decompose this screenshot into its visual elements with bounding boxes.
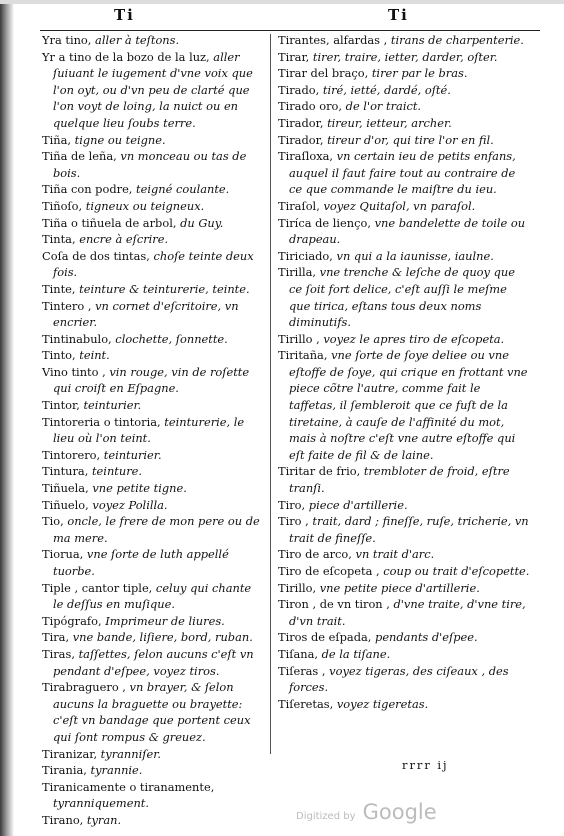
dictionary-entry <box>278 580 530 597</box>
dictionary-entry <box>42 580 264 613</box>
entry-headword: Tiros de eſpada, <box>278 630 372 645</box>
entry-definition: aller à teſtons. <box>91 33 180 47</box>
entry-headword: Tirado, <box>278 82 320 97</box>
entry-definition: tireur d'or, qui tire l'or en fil. <box>323 132 494 147</box>
entry-definition: tirer, traire, ietter, darder, oſter. <box>309 49 498 64</box>
page-top-edge <box>0 0 564 4</box>
dictionary-entry <box>278 513 530 546</box>
dictionary-entry <box>278 646 530 663</box>
entry-definition: de la tiſane. <box>318 646 391 661</box>
entry-definition: encre à eſcrire. <box>75 232 169 247</box>
dictionary-entry <box>42 497 264 514</box>
entry-definition: du Guy. <box>176 215 224 230</box>
entry-headword: Tiñuelo, <box>42 497 89 512</box>
dictionary-entry <box>278 49 530 66</box>
dictionary-entry <box>278 497 530 514</box>
entry-definition: tyran. <box>83 812 122 827</box>
dictionary-entry <box>42 331 264 348</box>
dictionary-entry <box>42 646 264 679</box>
entry-definition: aller ſuiuant le iugement d'vne voix que l'on oyt, ou d'vn peu de clarté que l'on voyt de loing, la nuict ou en quelque lieu ſoubs terre. <box>53 49 253 130</box>
entry-definition: voyez Quitaſol, vn paraſol. <box>319 198 476 213</box>
entry-definition: celuy qui chante le deſſus en muſique. <box>53 580 252 612</box>
dictionary-entry <box>42 779 264 812</box>
entry-headword: Tirar, <box>278 49 310 64</box>
entry-headword: Tiríca de lienço, <box>278 215 371 230</box>
dictionary-entry <box>278 32 530 49</box>
entry-definition: tiré, ietté, dardé, oſté. <box>319 82 451 97</box>
dictionary-entry <box>278 331 530 348</box>
column-divider <box>270 34 271 754</box>
dictionary-entry <box>42 364 264 397</box>
entry-headword: Tiro de arco, <box>278 547 352 562</box>
entry-definition: vne ſorte de ſoye deliee ou vne eſtoffe de ſoye, qui crique en frottant vne piece cõtre l'autre, comme fait le taffetas, il ſembleroit que ce fuſt de la tiretaine, à cauſe de l'affinité du mot, mais à noſtre c'eſt vne autre eſtoffe qui eſt faite de fil & de laine. <box>289 348 528 462</box>
dictionary-entry <box>42 513 264 546</box>
entry-definition: choſe teinte deux fois. <box>53 248 254 280</box>
entry-definition: vne petite piece d'artillerie. <box>316 580 480 595</box>
entry-headword: Tiſeretas, <box>278 696 334 711</box>
dictionary-entry <box>278 115 530 132</box>
entry-headword: Tirado oro, <box>278 99 343 114</box>
entry-definition: teinture. <box>88 464 142 479</box>
entry-definition: vn certain ieu de petits enfans, auquel il faut faire tout au contraire de ce que commande le maiſtre du ieu. <box>289 149 516 197</box>
entry-headword: Tirillo, <box>278 580 317 595</box>
entry-headword: Tintoreria o tintoria, <box>42 414 161 429</box>
dictionary-entry <box>42 397 264 414</box>
dictionary-entry <box>278 347 530 463</box>
running-head-left: Ti <box>114 6 135 24</box>
entry-headword: Tiro de eſcopeta , <box>278 564 380 578</box>
entry-headword: Yr a tino de la bozo de la luz, <box>42 49 210 64</box>
entry-headword: Tiro, <box>278 497 306 512</box>
entry-definition: vne petite tigne. <box>88 481 187 496</box>
dictionary-entry <box>42 281 264 298</box>
dictionary-entry <box>42 762 264 779</box>
entry-definition: tirans de charpenterie. <box>387 33 524 47</box>
dictionary-entry <box>42 546 264 579</box>
dictionary-entry <box>42 198 264 215</box>
entry-headword: Tiras, <box>42 646 75 661</box>
dictionary-entry <box>42 215 264 232</box>
entry-definition: oncle, le frere de mon pere ou de ma mere. <box>53 514 260 545</box>
entry-headword: Tiriciado, <box>278 248 333 263</box>
entry-definition: vn monceau ou tas de bois. <box>53 149 247 180</box>
entry-headword: Vino tinto , <box>42 364 106 379</box>
entry-headword: Tiſeras , <box>278 663 326 678</box>
entry-headword: Tipógrafo, <box>42 613 102 628</box>
entry-definition: tyranniſer. <box>97 746 162 761</box>
entry-headword: Tiranicamente o tiranamente, <box>42 779 215 794</box>
signature-mark: rrrr ij <box>402 758 449 772</box>
dictionary-entry <box>278 696 530 713</box>
dictionary-entry <box>278 463 530 496</box>
entry-definition: teinturier. <box>100 447 162 462</box>
dictionary-entry <box>278 98 530 115</box>
dictionary-entry <box>42 480 264 497</box>
entry-headword: Tintor, <box>42 398 80 413</box>
entry-headword: Tiranizar, <box>42 746 98 761</box>
entry-definition: piece d'artillerie. <box>305 497 408 512</box>
dictionary-entry <box>42 32 264 49</box>
entry-headword: Tiro , <box>278 514 309 529</box>
dictionary-entry <box>42 49 264 132</box>
entry-definition: d'vne traite, d'vne tire, d'vn trait. <box>289 597 526 628</box>
dictionary-entry <box>278 82 530 99</box>
entry-definition: taſſettes, ſelon aucuns c'eſt vn pendant d'eſpee, voyez tiros. <box>53 646 254 678</box>
entry-definition: vin rouge, vin de roſette qui croiſt en Eſpagne. <box>53 364 250 396</box>
digitized-watermark <box>296 800 437 824</box>
dictionary-entry <box>278 629 530 646</box>
entry-definition: Imprimeur de liures. <box>101 613 225 628</box>
entry-headword: Tirabraguero , <box>42 680 126 695</box>
entry-headword: Tintura, <box>42 464 89 479</box>
entry-headword: Tiron , de vn tiron , <box>278 597 390 612</box>
dictionary-entry <box>42 679 264 745</box>
dictionary-entry <box>278 563 530 580</box>
watermark-prefix: Digitized by <box>296 811 356 822</box>
dictionary-entry <box>42 812 264 829</box>
entry-definition: vne bandelette de toile ou drapeau. <box>289 215 526 247</box>
entry-definition: teigné coulante. <box>132 182 230 197</box>
entry-definition: voyez Polilla. <box>88 497 168 512</box>
entry-headword: Tiñuela, <box>42 481 89 496</box>
dictionary-entry <box>42 347 264 364</box>
entry-definition: coup ou trait d'eſcopette. <box>379 564 530 578</box>
book-binding-edge <box>0 0 14 836</box>
entry-headword: Tiñoſo, <box>42 198 83 213</box>
dictionary-entry <box>278 132 530 149</box>
dictionary-entry <box>42 463 264 480</box>
entry-definition: vne bande, liſiere, bord, ruban. <box>69 630 253 645</box>
entry-headword: Tirilla, <box>278 265 317 280</box>
header-rule <box>40 30 540 31</box>
entry-definition: tyranniquement. <box>53 796 150 811</box>
dictionary-entry <box>42 231 264 248</box>
dictionary-entry <box>278 248 530 265</box>
dictionary-entry <box>42 132 264 149</box>
entry-headword: Coſa de dos tintas, <box>42 248 150 263</box>
right-column <box>278 32 530 712</box>
entry-definition: voyez tigeretas. <box>333 696 429 711</box>
entry-definition: tirer par le bras. <box>368 66 468 81</box>
entry-headword: Tiraſol, <box>278 198 320 213</box>
dictionary-entry <box>42 613 264 630</box>
entry-headword: Tinto, <box>42 348 76 363</box>
entry-headword: Tintero , <box>42 298 92 313</box>
dictionary-entry <box>278 215 530 248</box>
dictionary-entry <box>278 198 530 215</box>
left-column <box>42 32 264 829</box>
dictionary-entry <box>42 629 264 646</box>
entry-headword: Tiraſloxa, <box>278 149 334 164</box>
entry-definition: teinturier. <box>79 398 142 413</box>
entry-headword: Tintinabulo, <box>42 331 112 346</box>
entry-definition: vn brayer, & ſelon aucuns la braguette ou brayette: c'eſt vn bandage que portent ceux qui ſont rompus & greuez. <box>53 680 251 744</box>
dictionary-entry <box>278 65 530 82</box>
entry-headword: Tiña con podre, <box>42 182 133 197</box>
entry-definition: tigne ou teigne. <box>71 132 166 147</box>
dictionary-entry <box>278 546 530 563</box>
entry-definition: teint. <box>75 348 110 363</box>
entry-headword: Tirador, <box>278 115 324 130</box>
entry-headword: Tirador, <box>278 132 324 147</box>
entry-definition: trembloter de froid, eſtre tranſi. <box>289 464 510 496</box>
entry-headword: Tinte, <box>42 281 76 296</box>
entry-headword: Tio, <box>42 514 64 529</box>
dictionary-entry <box>42 746 264 763</box>
entry-headword: Tiña de leña, <box>42 149 117 164</box>
dictionary-entry <box>278 663 530 696</box>
entry-definition: teinture & teinturerie, teinte. <box>75 281 250 296</box>
entry-headword: Tintorero, <box>42 447 101 462</box>
entry-definition: vne ſorte de luth appellé tuorbe. <box>53 547 229 578</box>
entry-definition: tyrannie. <box>86 763 143 778</box>
dictionary-entry <box>42 447 264 464</box>
entry-headword: Tirillo , <box>278 331 320 346</box>
entry-headword: Tinta, <box>42 232 76 247</box>
entry-definition: tigneux ou teigneux. <box>82 198 205 213</box>
entry-definition: tireur, ietteur, archer. <box>323 115 452 130</box>
entry-definition: vn qui a la iaunisse, iaulne. <box>332 248 494 263</box>
entry-definition: vn cornet d'eſcritoire, vn encrier. <box>53 298 239 330</box>
dictionary-entry <box>278 596 530 629</box>
entry-headword: Tirania, <box>42 763 87 778</box>
entry-definition: clochette, ſonnette. <box>111 331 228 346</box>
dictionary-entry <box>278 264 530 330</box>
entry-headword: Tiña o tiñuela de arbol, <box>42 215 177 230</box>
entry-definition: voyez tigeras, des ciſeaux , des forces. <box>289 663 509 695</box>
entry-headword: Tiritar de frio, <box>278 464 361 479</box>
dictionary-entry <box>42 181 264 198</box>
dictionary-entry <box>42 148 264 181</box>
dictionary-entry <box>42 298 264 331</box>
entry-headword: Tiſana, <box>278 646 318 661</box>
entry-headword: Tiple , cantor tiple, <box>42 580 153 595</box>
entry-definition: voyez le apres tiro de eſcopeta. <box>319 331 505 346</box>
dictionary-entry <box>42 414 264 447</box>
dictionary-entry <box>278 148 530 198</box>
entry-definition: pendants d'eſpee. <box>371 630 478 645</box>
entry-headword: Tirar del braço, <box>278 66 369 81</box>
entry-definition: vne trenche & leſche de quoy que ce ſoit fort delice, c'eſt auſſi le meſme que tirica, eſtans tous deux noms diminutifs. <box>289 265 515 330</box>
watermark-brand: Google <box>362 800 437 824</box>
dictionary-entry <box>42 248 264 281</box>
running-head-right: Ti <box>388 6 409 24</box>
entry-headword: Tiritaña, <box>278 348 328 363</box>
entry-definition: teinturerie, le lieu où l'on teint. <box>53 414 245 446</box>
entry-definition: de l'or traict. <box>342 99 422 114</box>
entry-definition: vn trait d'arc. <box>351 547 435 562</box>
entry-headword: Tiña, <box>42 132 71 147</box>
entry-headword: Tiorua, <box>42 547 84 562</box>
entry-headword: Yra tino, <box>42 33 92 47</box>
entry-headword: Tirano, <box>42 812 84 827</box>
entry-headword: Tirantes, alfardas , <box>278 33 388 47</box>
entry-definition: trait, dard ; fineſſe, ruſe, tricherie, vn trait de fineſſe. <box>289 514 529 545</box>
entry-headword: Tira, <box>42 630 70 645</box>
